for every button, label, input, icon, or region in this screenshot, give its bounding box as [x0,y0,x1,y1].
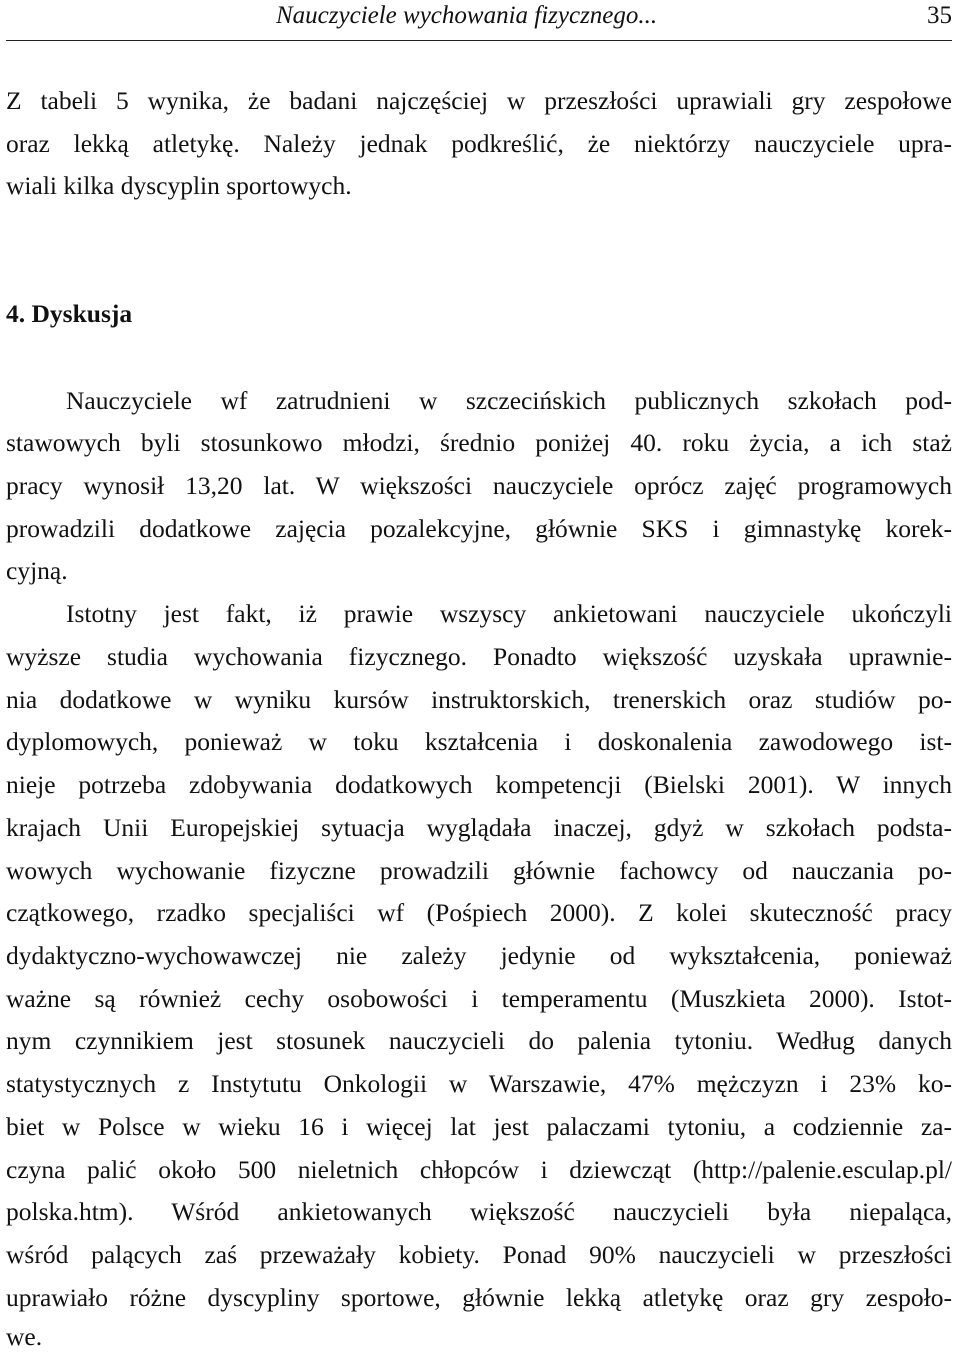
text-line: biet w Polsce w wieku 16 i więcej lat jest palaczami tytoniu, a codziennie za- [6,1112,952,1141]
running-header [6,0,952,41]
text-line: stawowych byli stosunkowo młodzi, średnio poniżej 40. roku życia, a ich staż [6,428,952,457]
text-line: nia dodatkowe w wyniku kursów instruktorskich, trenerskich oraz studiów po- [6,685,952,714]
text-line: wyższe studia wychowania fizycznego. Ponadto większość uzyskała uprawnie- [6,642,952,671]
text-line: uprawiało różne dyscypliny sportowe, głównie lekką atletykę oraz gry zespoło- [6,1283,952,1312]
text-line: pracy wynosił 13,20 lat. W większości nauczyciele oprócz zajęć programowych [6,471,952,500]
text-line: dyplomowych, ponieważ w toku kształcenia i doskonalenia zawodowego ist- [6,727,952,756]
page-number: 35 [927,2,952,29]
text-line: statystycznych z Instytutu Onkologii w Warszawie, 47% mężczyzn i 23% ko- [6,1069,952,1098]
section-heading: 4. Dyskusja [6,299,133,328]
text-line: ważne są również cechy osobowości i temperamentu (Muszkieta 2000). Istot- [6,984,952,1013]
text-line: wśród palących zaś przeważały kobiety. Ponad 90% nauczycieli w przeszłości [6,1240,952,1269]
text-line: wiali kilka dyscyplin sportowych. [6,171,352,200]
text-line: czyna palić około 500 nieletnich chłopców i dziewcząt (http://palenie.esculap.pl/ [6,1155,952,1184]
text-line: nym czynnikiem jest stosunek nauczycieli do palenia tytoniu. Według danych [6,1026,952,1055]
text-line: Nauczyciele wf zatrudnieni w szczecińskich publicznych szkołach pod- [66,386,952,415]
text-line: krajach Unii Europejskiej sytuacja wyglądała inaczej, gdyż w szkołach podsta- [6,813,952,842]
text-line: cyjną. [6,556,68,585]
text-line: we. [6,1322,43,1351]
text-line: wowych wychowanie fizyczne prowadzili głównie fachowcy od nauczania po- [6,856,952,885]
text-line: nieje potrzeba zdobywania dodatkowych kompetencji (Bielski 2001). W innych [6,770,952,799]
text-line: czątkowego, rzadko specjaliści wf (Pośpiech 2000). Z kolei skuteczność pracy [6,898,952,927]
text-line: Istotny jest fakt, iż prawie wszyscy ankietowani nauczyciele ukończyli [66,599,952,628]
text-line: prowadzili dodatkowe zajęcia pozalekcyjne, głównie SKS i gimnastykę korek- [6,514,952,543]
text-line: oraz lekką atletykę. Należy jednak podkreślić, że niektórzy nauczyciele upra- [6,129,952,158]
text-line: polska.htm). Wśród ankietowanych większość nauczycieli była niepaląca, [6,1197,952,1226]
text-line: dydaktyczno-wychowawczej nie zależy jedynie od wykształcenia, ponieważ [6,941,952,970]
text-line: Z tabeli 5 wynika, że badani najczęściej w przeszłości uprawiali gry zespołowe [6,86,952,115]
running-title: Nauczyciele wychowania fizycznego... [276,2,658,29]
